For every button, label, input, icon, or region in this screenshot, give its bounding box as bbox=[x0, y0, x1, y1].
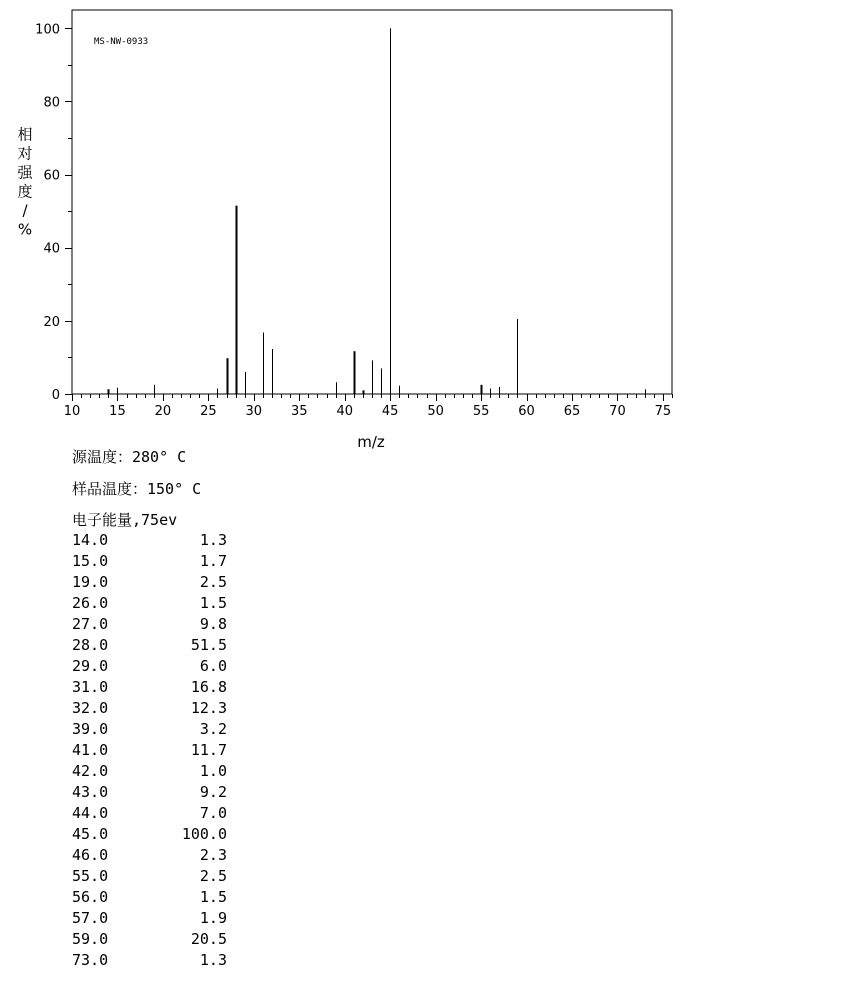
x-tick-label: 20 bbox=[154, 404, 172, 419]
peak-table-row bbox=[72, 803, 227, 824]
peak-mz-cell: 39.0 bbox=[72, 720, 109, 738]
y-axis-label bbox=[17, 126, 33, 239]
x-tick-label: 15 bbox=[109, 404, 126, 419]
y-axis bbox=[35, 22, 72, 403]
peak-intensity-cell: 11.7 bbox=[190, 741, 227, 759]
peak-intensity-cell: 12.3 bbox=[190, 699, 227, 717]
x-tick-label: 70 bbox=[609, 404, 626, 419]
peak-intensity-cell: 9.8 bbox=[199, 615, 227, 633]
peak-mz-cell: 46.0 bbox=[72, 846, 109, 864]
y-tick-label: 20 bbox=[43, 314, 60, 330]
peak-table-row bbox=[72, 950, 227, 971]
x-axis bbox=[64, 394, 673, 419]
electron-energy: 电子能量,75ev bbox=[72, 511, 178, 529]
x-tick-label: 65 bbox=[563, 404, 581, 419]
peak-table bbox=[72, 530, 227, 971]
peak-table-row bbox=[72, 887, 227, 908]
peak-intensity-cell: 9.2 bbox=[199, 783, 227, 801]
y-axis-label-char: % bbox=[17, 220, 33, 239]
peak-mz-cell: 56.0 bbox=[72, 888, 109, 906]
peak-mz-cell: 26.0 bbox=[72, 594, 109, 612]
peak-mz-cell: 44.0 bbox=[72, 804, 109, 822]
peak-mz-cell: 31.0 bbox=[72, 678, 109, 696]
peak-mz-cell: 27.0 bbox=[72, 615, 109, 633]
peak-intensity-cell: 1.9 bbox=[199, 909, 227, 927]
peak-table-row bbox=[72, 656, 227, 677]
x-tick-label: 25 bbox=[200, 404, 217, 419]
y-tick-label: 40 bbox=[43, 241, 60, 257]
peak-intensity-cell: 1.0 bbox=[199, 762, 227, 780]
y-axis-label-char: 强 bbox=[17, 163, 33, 182]
peak-intensity-cell: 6.0 bbox=[199, 657, 227, 675]
peak-table-row bbox=[72, 824, 227, 845]
peak-mz-cell: 43.0 bbox=[72, 783, 109, 801]
peak-table-row bbox=[72, 761, 227, 782]
x-tick-label: 75 bbox=[654, 404, 672, 419]
peak-mz-cell: 42.0 bbox=[72, 762, 109, 780]
y-tick-label: 60 bbox=[43, 168, 60, 184]
peak-table-row bbox=[72, 698, 227, 719]
y-axis-label-char: 度 bbox=[17, 182, 33, 201]
plot-frame bbox=[72, 10, 672, 394]
peak-intensity-cell: 20.5 bbox=[190, 930, 227, 948]
spectrum-id-label: MS-NW-0933 bbox=[94, 37, 149, 47]
x-tick-label: 55 bbox=[472, 404, 490, 419]
peak-mz-cell: 73.0 bbox=[72, 951, 109, 969]
peak-table-row bbox=[72, 593, 227, 614]
peak-mz-cell: 59.0 bbox=[72, 930, 109, 948]
peak-mz-cell: 14.0 bbox=[72, 531, 109, 549]
x-tick-label: 40 bbox=[336, 404, 354, 419]
peak-mz-cell: 55.0 bbox=[72, 867, 109, 885]
peak-intensity-cell: 7.0 bbox=[199, 804, 227, 822]
y-axis-label-char: / bbox=[22, 201, 28, 220]
peak-table-row bbox=[72, 866, 227, 887]
peak-table-row bbox=[72, 635, 227, 656]
peak-mz-cell: 45.0 bbox=[72, 825, 109, 843]
x-tick-label: 60 bbox=[518, 404, 535, 419]
peak-mz-cell: 19.0 bbox=[72, 573, 109, 591]
peak-intensity-cell: 2.5 bbox=[199, 573, 227, 591]
peak-intensity-cell: 16.8 bbox=[190, 678, 227, 696]
peak-intensity-cell: 1.3 bbox=[199, 951, 227, 969]
y-axis-label-char: 相 bbox=[17, 125, 33, 144]
x-tick-label: 45 bbox=[381, 404, 399, 419]
peak-mz-cell: 41.0 bbox=[72, 741, 109, 759]
y-tick-label: 100 bbox=[35, 22, 60, 38]
peak-table-row bbox=[72, 551, 227, 572]
peak-table-row bbox=[72, 614, 227, 635]
peak-intensity-cell: 100.0 bbox=[181, 825, 227, 843]
x-tick-label: 10 bbox=[63, 404, 81, 419]
peak-table-row bbox=[72, 845, 227, 866]
peak-intensity-cell: 2.3 bbox=[199, 846, 227, 864]
y-tick-label: 0 bbox=[51, 388, 60, 403]
peak-mz-cell: 28.0 bbox=[72, 636, 109, 654]
peak-intensity-cell: 3.2 bbox=[199, 720, 227, 738]
x-axis-label: m/z bbox=[357, 433, 385, 451]
peak-intensity-cell: 1.5 bbox=[199, 888, 227, 906]
peak-intensity-cell: 1.3 bbox=[199, 531, 227, 549]
y-axis-label-char: 对 bbox=[17, 144, 33, 163]
x-tick-label: 35 bbox=[290, 404, 308, 419]
peak-intensity-cell: 2.5 bbox=[199, 867, 227, 885]
peak-series bbox=[109, 28, 646, 394]
peak-table-row bbox=[72, 677, 227, 698]
x-tick-label: 30 bbox=[245, 404, 263, 419]
peak-intensity-cell: 1.5 bbox=[199, 594, 227, 612]
peak-table-row bbox=[72, 530, 227, 551]
peak-intensity-cell: 51.5 bbox=[190, 636, 227, 654]
peak-table-row bbox=[72, 719, 227, 740]
peak-table-row bbox=[72, 908, 227, 929]
peak-table-row bbox=[72, 929, 227, 950]
peak-mz-cell: 15.0 bbox=[72, 552, 109, 570]
source-temperature: 源温度：280° C bbox=[72, 448, 187, 466]
peak-mz-cell: 57.0 bbox=[72, 909, 109, 927]
peak-mz-cell: 29.0 bbox=[72, 657, 109, 675]
peak-table-row bbox=[72, 740, 227, 761]
peak-table-row bbox=[72, 572, 227, 593]
x-tick-label: 50 bbox=[427, 404, 444, 419]
mass-spectrum-chart bbox=[0, 0, 850, 452]
sample-temperature: 样品温度：150° C bbox=[72, 480, 202, 498]
peak-intensity-cell: 1.7 bbox=[199, 552, 227, 570]
y-tick-label: 80 bbox=[43, 95, 60, 111]
peak-mz-cell: 32.0 bbox=[72, 699, 109, 717]
peak-table-row bbox=[72, 782, 227, 803]
